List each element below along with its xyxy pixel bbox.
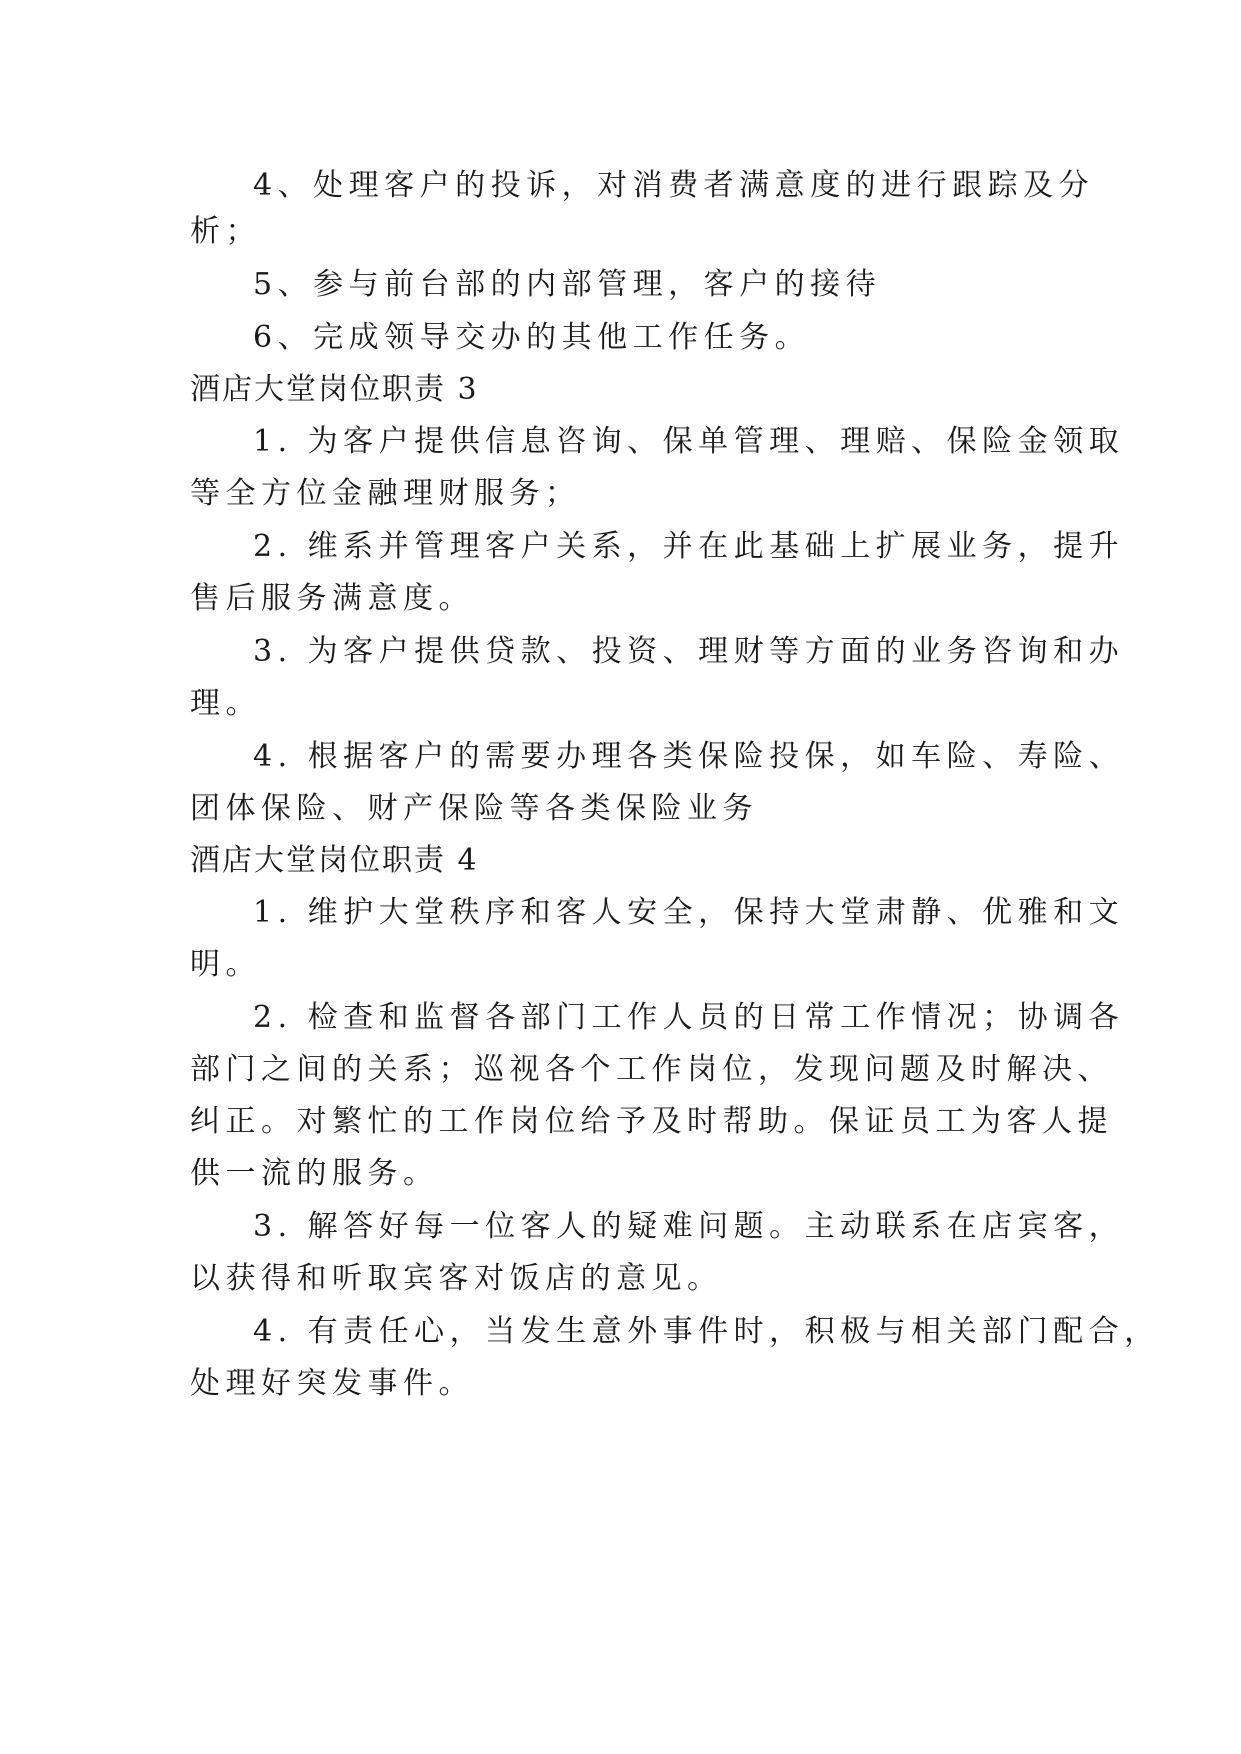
paragraph-line: 以获得和听取宾客对饭店的意见。: [190, 1261, 723, 1296]
paragraph-line: 2. 维系并管理客户关系，并在此基础上扩展业务，提升: [253, 529, 1125, 564]
paragraph-line: 团体保险、财产保险等各类保险业务: [190, 791, 758, 826]
paragraph-line: 4、处理客户的投诉，对消费者满意度的进行跟踪及分: [253, 168, 1095, 203]
paragraph-line: 理。: [190, 686, 261, 721]
paragraph-line: 1. 为客户提供信息咨询、保单管理、理赔、保险金领取: [253, 424, 1125, 459]
paragraph-line: 4. 根据客户的需要办理各类保险投保，如车险、寿险、: [253, 739, 1125, 774]
paragraph-line: 5、参与前台部的内部管理，客户的接待: [253, 267, 882, 302]
section-heading: 酒店大堂岗位职责 4: [190, 843, 479, 878]
paragraph-line: 售后服务满意度。: [190, 581, 474, 616]
paragraph-line: 处理好突发事件。: [190, 1366, 474, 1401]
section-heading: 酒店大堂岗位职责 3: [190, 372, 479, 407]
paragraph-line: 明。: [190, 947, 261, 982]
paragraph-line: 3. 解答好每一位客人的疑难问题。主动联系在店宾客，: [253, 1209, 1125, 1244]
paragraph-line: 析；: [190, 214, 261, 249]
paragraph-line: 2. 检查和监督各部门工作人员的日常工作情况；协调各: [253, 1000, 1125, 1035]
paragraph-line: 6、完成领导交办的其他工作任务。: [253, 320, 811, 355]
paragraph-line: 供一流的服务。: [190, 1156, 439, 1191]
paragraph-line: 部门之间的关系；巡视各个工作岗位，发现问题及时解决、: [190, 1052, 1113, 1087]
paragraph-line: 等全方位金融理财服务；: [190, 476, 581, 511]
paragraph-line: 3. 为客户提供贷款、投资、理财等方面的业务咨询和办: [253, 634, 1125, 669]
paragraph-line: 4. 有责任心，当发生意外事件时，积极与相关部门配合，: [253, 1314, 1160, 1349]
paragraph-line: 纠正。对繁忙的工作岗位给予及时帮助。保证员工为客人提: [190, 1104, 1113, 1139]
paragraph-line: 1. 维护大堂秩序和客人安全，保持大堂肃静、优雅和文: [253, 895, 1125, 930]
